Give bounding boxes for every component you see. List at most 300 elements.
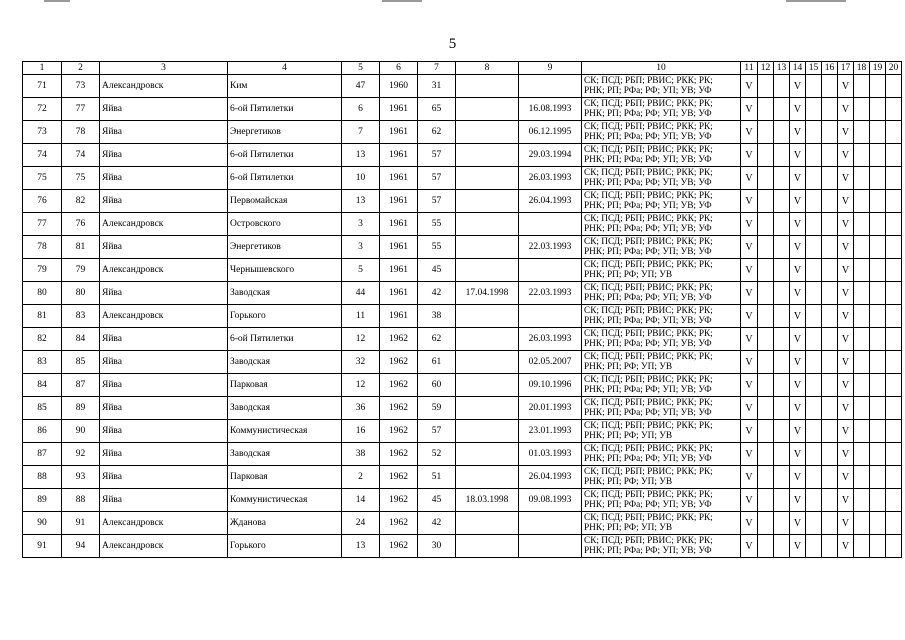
codes-cell <box>582 328 741 351</box>
check-cell-17: V <box>838 259 854 282</box>
house-number-cell: 14 <box>342 489 380 512</box>
date-cell <box>519 512 582 535</box>
date-cell <box>456 512 519 535</box>
check-cell-16 <box>822 213 838 236</box>
date-cell: 26.03.1993 <box>519 167 582 190</box>
codes-line-1: СК; ПСД; РБП; РВИС; РКК; РК; <box>584 99 713 109</box>
check-cell-19 <box>870 466 886 489</box>
column-header-10: 10 <box>582 62 741 75</box>
row-number: 89 <box>23 489 62 512</box>
record-number: 78 <box>62 121 100 144</box>
check-cell-15 <box>806 121 822 144</box>
value-cell: 57 <box>418 190 456 213</box>
codes-cell <box>582 282 741 305</box>
table-row <box>23 305 902 328</box>
year-cell: 1961 <box>380 282 418 305</box>
codes-line-1: СК; ПСД; РБП; РВИС; РКК; РК; <box>584 467 713 477</box>
check-cell-14: V <box>790 236 806 259</box>
column-header-19: 19 <box>870 62 886 75</box>
column-header-7: 7 <box>418 62 456 75</box>
house-number-cell: 3 <box>342 236 380 259</box>
check-cell-15 <box>806 282 822 305</box>
street-cell: 6-ой Пятилетки <box>228 328 342 351</box>
codes-line-1: СК; ПСД; РБП; РВИС; РКК; РК; <box>584 352 713 362</box>
check-cell-17: V <box>838 98 854 121</box>
check-cell-15 <box>806 420 822 443</box>
check-cell-11: V <box>741 259 758 282</box>
check-cell-13 <box>774 374 790 397</box>
year-cell: 1962 <box>380 351 418 374</box>
check-cell-16 <box>822 236 838 259</box>
table-row <box>23 535 902 558</box>
check-cell-19 <box>870 420 886 443</box>
street-cell: 6-ой Пятилетки <box>228 167 342 190</box>
house-number-cell: 13 <box>342 190 380 213</box>
codes-cell <box>582 144 741 167</box>
year-cell: 1961 <box>380 236 418 259</box>
check-cell-18 <box>854 489 870 512</box>
date-cell <box>456 305 519 328</box>
table-row <box>23 121 902 144</box>
value-cell: 45 <box>418 489 456 512</box>
check-cell-14: V <box>790 282 806 305</box>
date-cell <box>456 236 519 259</box>
check-cell-20 <box>886 466 902 489</box>
check-cell-11: V <box>741 535 758 558</box>
check-cell-14: V <box>790 489 806 512</box>
table-row <box>23 98 902 121</box>
record-number: 92 <box>62 443 100 466</box>
check-cell-20 <box>886 420 902 443</box>
value-cell: 45 <box>418 259 456 282</box>
codes-line-2: РНК; РП; РФа; РФ; УП; УВ; УФ <box>584 385 712 395</box>
check-cell-17: V <box>838 466 854 489</box>
check-cell-15 <box>806 236 822 259</box>
street-cell: Заводская <box>228 397 342 420</box>
date-cell <box>519 535 582 558</box>
column-header-1: 1 <box>23 62 62 75</box>
codes-line-2: РНК; РП; РФа; РФ; УП; УВ; УФ <box>584 500 712 510</box>
register-table <box>22 61 902 558</box>
date-cell <box>456 374 519 397</box>
check-cell-12 <box>758 374 774 397</box>
check-cell-13 <box>774 305 790 328</box>
table-row <box>23 420 902 443</box>
check-cell-20 <box>886 512 902 535</box>
check-cell-14: V <box>790 328 806 351</box>
check-cell-20 <box>886 259 902 282</box>
check-cell-12 <box>758 167 774 190</box>
street-cell: Заводская <box>228 351 342 374</box>
house-number-cell: 2 <box>342 466 380 489</box>
check-cell-13 <box>774 512 790 535</box>
check-cell-11: V <box>741 167 758 190</box>
value-cell: 42 <box>418 282 456 305</box>
year-cell: 1962 <box>380 397 418 420</box>
codes-line-2: РНК; РП; РФ; УП; УВ <box>584 523 673 533</box>
check-cell-18 <box>854 236 870 259</box>
codes-line-2: РНК; РП; РФа; РФ; УП; УВ; УФ <box>584 293 712 303</box>
row-number: 77 <box>23 213 62 236</box>
codes-line-2: РНК; РП; РФ; УП; УВ <box>584 270 673 280</box>
column-header-15: 15 <box>806 62 822 75</box>
codes-cell <box>582 190 741 213</box>
record-number: 94 <box>62 535 100 558</box>
row-number: 82 <box>23 328 62 351</box>
table-row <box>23 489 902 512</box>
check-cell-18 <box>854 167 870 190</box>
check-cell-18 <box>854 121 870 144</box>
house-number-cell: 47 <box>342 75 380 98</box>
date-cell <box>456 351 519 374</box>
check-cell-20 <box>886 397 902 420</box>
table-row <box>23 374 902 397</box>
settlement-cell: Яйва <box>100 466 228 489</box>
column-header-5: 5 <box>342 62 380 75</box>
street-cell: 6-ой Пятилетки <box>228 98 342 121</box>
check-cell-15 <box>806 466 822 489</box>
date-cell: 02.05.2007 <box>519 351 582 374</box>
street-cell: Ким <box>228 75 342 98</box>
check-cell-13 <box>774 259 790 282</box>
check-cell-13 <box>774 443 790 466</box>
codes-cell <box>582 236 741 259</box>
street-cell: Первомайская <box>228 190 342 213</box>
check-cell-16 <box>822 282 838 305</box>
codes-line-2: РНК; РП; РФа; РФ; УП; УВ; УФ <box>584 316 712 326</box>
check-cell-19 <box>870 167 886 190</box>
date-cell: 16.08.1993 <box>519 98 582 121</box>
date-cell <box>456 259 519 282</box>
check-cell-13 <box>774 420 790 443</box>
check-cell-18 <box>854 144 870 167</box>
value-cell: 59 <box>418 397 456 420</box>
house-number-cell: 13 <box>342 535 380 558</box>
codes-line-2: РНК; РП; РФ; УП; УВ <box>584 431 673 441</box>
check-cell-12 <box>758 420 774 443</box>
codes-line-1: СК; ПСД; РБП; РВИС; РКК; РК; <box>584 122 713 132</box>
check-cell-16 <box>822 351 838 374</box>
street-cell: Энергетиков <box>228 236 342 259</box>
check-cell-19 <box>870 236 886 259</box>
codes-cell <box>582 512 741 535</box>
codes-cell <box>582 213 741 236</box>
check-cell-17: V <box>838 535 854 558</box>
year-cell: 1962 <box>380 489 418 512</box>
check-cell-20 <box>886 167 902 190</box>
check-cell-16 <box>822 328 838 351</box>
check-cell-18 <box>854 98 870 121</box>
check-cell-11: V <box>741 121 758 144</box>
check-cell-17: V <box>838 213 854 236</box>
header-row <box>23 62 902 75</box>
check-cell-14: V <box>790 98 806 121</box>
check-cell-16 <box>822 397 838 420</box>
street-cell: Коммунистическая <box>228 489 342 512</box>
row-number: 83 <box>23 351 62 374</box>
record-number: 81 <box>62 236 100 259</box>
column-header-11: 11 <box>741 62 758 75</box>
street-cell: Парковая <box>228 466 342 489</box>
check-cell-15 <box>806 167 822 190</box>
column-header-4: 4 <box>228 62 342 75</box>
record-number: 73 <box>62 75 100 98</box>
check-cell-17: V <box>838 144 854 167</box>
check-cell-13 <box>774 466 790 489</box>
check-cell-17: V <box>838 305 854 328</box>
check-cell-16 <box>822 512 838 535</box>
year-cell: 1961 <box>380 305 418 328</box>
date-cell <box>519 75 582 98</box>
check-cell-20 <box>886 213 902 236</box>
value-cell: 65 <box>418 98 456 121</box>
check-cell-11: V <box>741 351 758 374</box>
check-cell-18 <box>854 259 870 282</box>
row-number: 79 <box>23 259 62 282</box>
check-cell-15 <box>806 351 822 374</box>
codes-line-2: РНК; РП; РФа; РФ; УП; УВ; УФ <box>584 201 712 211</box>
check-cell-19 <box>870 328 886 351</box>
row-number: 80 <box>23 282 62 305</box>
check-cell-13 <box>774 236 790 259</box>
check-cell-16 <box>822 144 838 167</box>
check-cell-18 <box>854 305 870 328</box>
house-number-cell: 32 <box>342 351 380 374</box>
check-cell-14: V <box>790 213 806 236</box>
check-cell-14: V <box>790 167 806 190</box>
check-cell-14: V <box>790 397 806 420</box>
record-number: 75 <box>62 167 100 190</box>
date-cell <box>456 420 519 443</box>
house-number-cell: 38 <box>342 443 380 466</box>
check-cell-16 <box>822 466 838 489</box>
street-cell: Островского <box>228 213 342 236</box>
check-cell-15 <box>806 144 822 167</box>
street-cell: Горького <box>228 305 342 328</box>
codes-cell <box>582 98 741 121</box>
value-cell: 57 <box>418 167 456 190</box>
check-cell-18 <box>854 213 870 236</box>
check-cell-11: V <box>741 305 758 328</box>
check-cell-11: V <box>741 75 758 98</box>
check-cell-15 <box>806 512 822 535</box>
value-cell: 38 <box>418 305 456 328</box>
check-cell-17: V <box>838 397 854 420</box>
check-cell-14: V <box>790 443 806 466</box>
house-number-cell: 5 <box>342 259 380 282</box>
check-cell-17: V <box>838 443 854 466</box>
check-cell-15 <box>806 98 822 121</box>
table-row <box>23 328 902 351</box>
check-cell-15 <box>806 443 822 466</box>
codes-cell <box>582 259 741 282</box>
codes-line-1: СК; ПСД; РБП; РВИС; РКК; РК; <box>584 536 713 546</box>
codes-line-1: СК; ПСД; РБП; РВИС; РКК; РК; <box>584 329 713 339</box>
check-cell-18 <box>854 351 870 374</box>
codes-line-1: СК; ПСД; РБП; РВИС; РКК; РК; <box>584 76 713 86</box>
record-number: 82 <box>62 190 100 213</box>
codes-line-1: СК; ПСД; РБП; РВИС; РКК; РК; <box>584 490 713 500</box>
record-number: 77 <box>62 98 100 121</box>
record-number: 84 <box>62 328 100 351</box>
date-cell: 26.04.1993 <box>519 466 582 489</box>
check-cell-11: V <box>741 374 758 397</box>
check-cell-11: V <box>741 328 758 351</box>
street-cell: Горького <box>228 535 342 558</box>
table-row <box>23 213 902 236</box>
value-cell: 62 <box>418 121 456 144</box>
check-cell-17: V <box>838 282 854 305</box>
date-cell: 22.03.1993 <box>519 282 582 305</box>
date-cell <box>456 167 519 190</box>
year-cell: 1962 <box>380 512 418 535</box>
check-cell-12 <box>758 121 774 144</box>
street-cell: Коммунистическая <box>228 420 342 443</box>
year-cell: 1962 <box>380 443 418 466</box>
date-cell <box>456 466 519 489</box>
row-number: 86 <box>23 420 62 443</box>
check-cell-16 <box>822 121 838 144</box>
settlement-cell: Яйва <box>100 190 228 213</box>
check-cell-17: V <box>838 190 854 213</box>
column-header-12: 12 <box>758 62 774 75</box>
check-cell-13 <box>774 190 790 213</box>
check-cell-19 <box>870 190 886 213</box>
codes-line-2: РНК; РП; РФа; РФ; УП; УВ; УФ <box>584 454 712 464</box>
check-cell-11: V <box>741 213 758 236</box>
check-cell-19 <box>870 259 886 282</box>
check-cell-14: V <box>790 144 806 167</box>
check-cell-13 <box>774 282 790 305</box>
table-row <box>23 351 902 374</box>
codes-line-1: СК; ПСД; РБП; РВИС; РКК; РК; <box>584 283 713 293</box>
check-cell-11: V <box>741 489 758 512</box>
date-cell: 23.01.1993 <box>519 420 582 443</box>
table-row <box>23 167 902 190</box>
date-cell: 26.03.1993 <box>519 328 582 351</box>
settlement-cell: Яйва <box>100 351 228 374</box>
value-cell: 61 <box>418 351 456 374</box>
record-number: 91 <box>62 512 100 535</box>
table-row <box>23 512 902 535</box>
check-cell-14: V <box>790 121 806 144</box>
page-number: 5 <box>448 36 457 52</box>
codes-cell <box>582 535 741 558</box>
check-cell-16 <box>822 259 838 282</box>
year-cell: 1961 <box>380 144 418 167</box>
row-number: 75 <box>23 167 62 190</box>
settlement-cell: Яйва <box>100 121 228 144</box>
check-cell-20 <box>886 328 902 351</box>
check-cell-19 <box>870 443 886 466</box>
year-cell: 1961 <box>380 259 418 282</box>
check-cell-11: V <box>741 144 758 167</box>
record-number: 79 <box>62 259 100 282</box>
check-cell-19 <box>870 351 886 374</box>
check-cell-14: V <box>790 466 806 489</box>
check-cell-17: V <box>838 489 854 512</box>
check-cell-20 <box>886 489 902 512</box>
date-cell: 09.10.1996 <box>519 374 582 397</box>
year-cell: 1961 <box>380 213 418 236</box>
column-header-3: 3 <box>100 62 228 75</box>
codes-line-1: СК; ПСД; РБП; РВИС; РКК; РК; <box>584 375 713 385</box>
codes-line-1: СК; ПСД; РБП; РВИС; РКК; РК; <box>584 260 713 270</box>
date-cell: 29.03.1994 <box>519 144 582 167</box>
year-cell: 1961 <box>380 190 418 213</box>
value-cell: 55 <box>418 213 456 236</box>
row-number: 90 <box>23 512 62 535</box>
check-cell-16 <box>822 374 838 397</box>
check-cell-20 <box>886 535 902 558</box>
house-number-cell: 11 <box>342 305 380 328</box>
row-number: 87 <box>23 443 62 466</box>
check-cell-12 <box>758 282 774 305</box>
check-cell-17: V <box>838 236 854 259</box>
date-cell: 20.01.1993 <box>519 397 582 420</box>
codes-line-2: РНК; РП; РФа; РФ; УП; УВ; УФ <box>584 247 712 257</box>
settlement-cell: Яйва <box>100 144 228 167</box>
street-cell: Энергетиков <box>228 121 342 144</box>
check-cell-13 <box>774 397 790 420</box>
house-number-cell: 16 <box>342 420 380 443</box>
check-cell-14: V <box>790 259 806 282</box>
street-cell: Парковая <box>228 374 342 397</box>
check-cell-20 <box>886 75 902 98</box>
codes-cell <box>582 305 741 328</box>
check-cell-20 <box>886 98 902 121</box>
codes-line-2: РНК; РП; РФа; РФ; УП; УВ; УФ <box>584 178 712 188</box>
check-cell-19 <box>870 374 886 397</box>
settlement-cell: Александровск <box>100 305 228 328</box>
check-cell-12 <box>758 397 774 420</box>
value-cell: 52 <box>418 443 456 466</box>
year-cell: 1961 <box>380 167 418 190</box>
check-cell-19 <box>870 489 886 512</box>
check-cell-20 <box>886 305 902 328</box>
column-header-9: 9 <box>519 62 582 75</box>
check-cell-11: V <box>741 282 758 305</box>
codes-line-1: СК; ПСД; РБП; РВИС; РКК; РК; <box>584 237 713 247</box>
codes-cell <box>582 167 741 190</box>
check-cell-17: V <box>838 167 854 190</box>
column-header-6: 6 <box>380 62 418 75</box>
column-header-18: 18 <box>854 62 870 75</box>
check-cell-12 <box>758 144 774 167</box>
column-header-13: 13 <box>774 62 790 75</box>
check-cell-19 <box>870 213 886 236</box>
check-cell-14: V <box>790 190 806 213</box>
date-cell: 22.03.1993 <box>519 236 582 259</box>
check-cell-15 <box>806 213 822 236</box>
year-cell: 1961 <box>380 98 418 121</box>
check-cell-15 <box>806 535 822 558</box>
settlement-cell: Яйва <box>100 489 228 512</box>
house-number-cell: 12 <box>342 374 380 397</box>
codes-line-1: СК; ПСД; РБП; РВИС; РКК; РК; <box>584 306 713 316</box>
date-cell <box>519 213 582 236</box>
codes-line-1: СК; ПСД; РБП; РВИС; РКК; РК; <box>584 191 713 201</box>
codes-line-1: СК; ПСД; РБП; РВИС; РКК; РК; <box>584 214 713 224</box>
check-cell-13 <box>774 144 790 167</box>
record-number: 74 <box>62 144 100 167</box>
street-cell: Чернышевского <box>228 259 342 282</box>
date-cell <box>456 121 519 144</box>
date-cell: 17.04.1998 <box>456 282 519 305</box>
date-cell <box>456 328 519 351</box>
year-cell: 1962 <box>380 374 418 397</box>
value-cell: 62 <box>418 328 456 351</box>
